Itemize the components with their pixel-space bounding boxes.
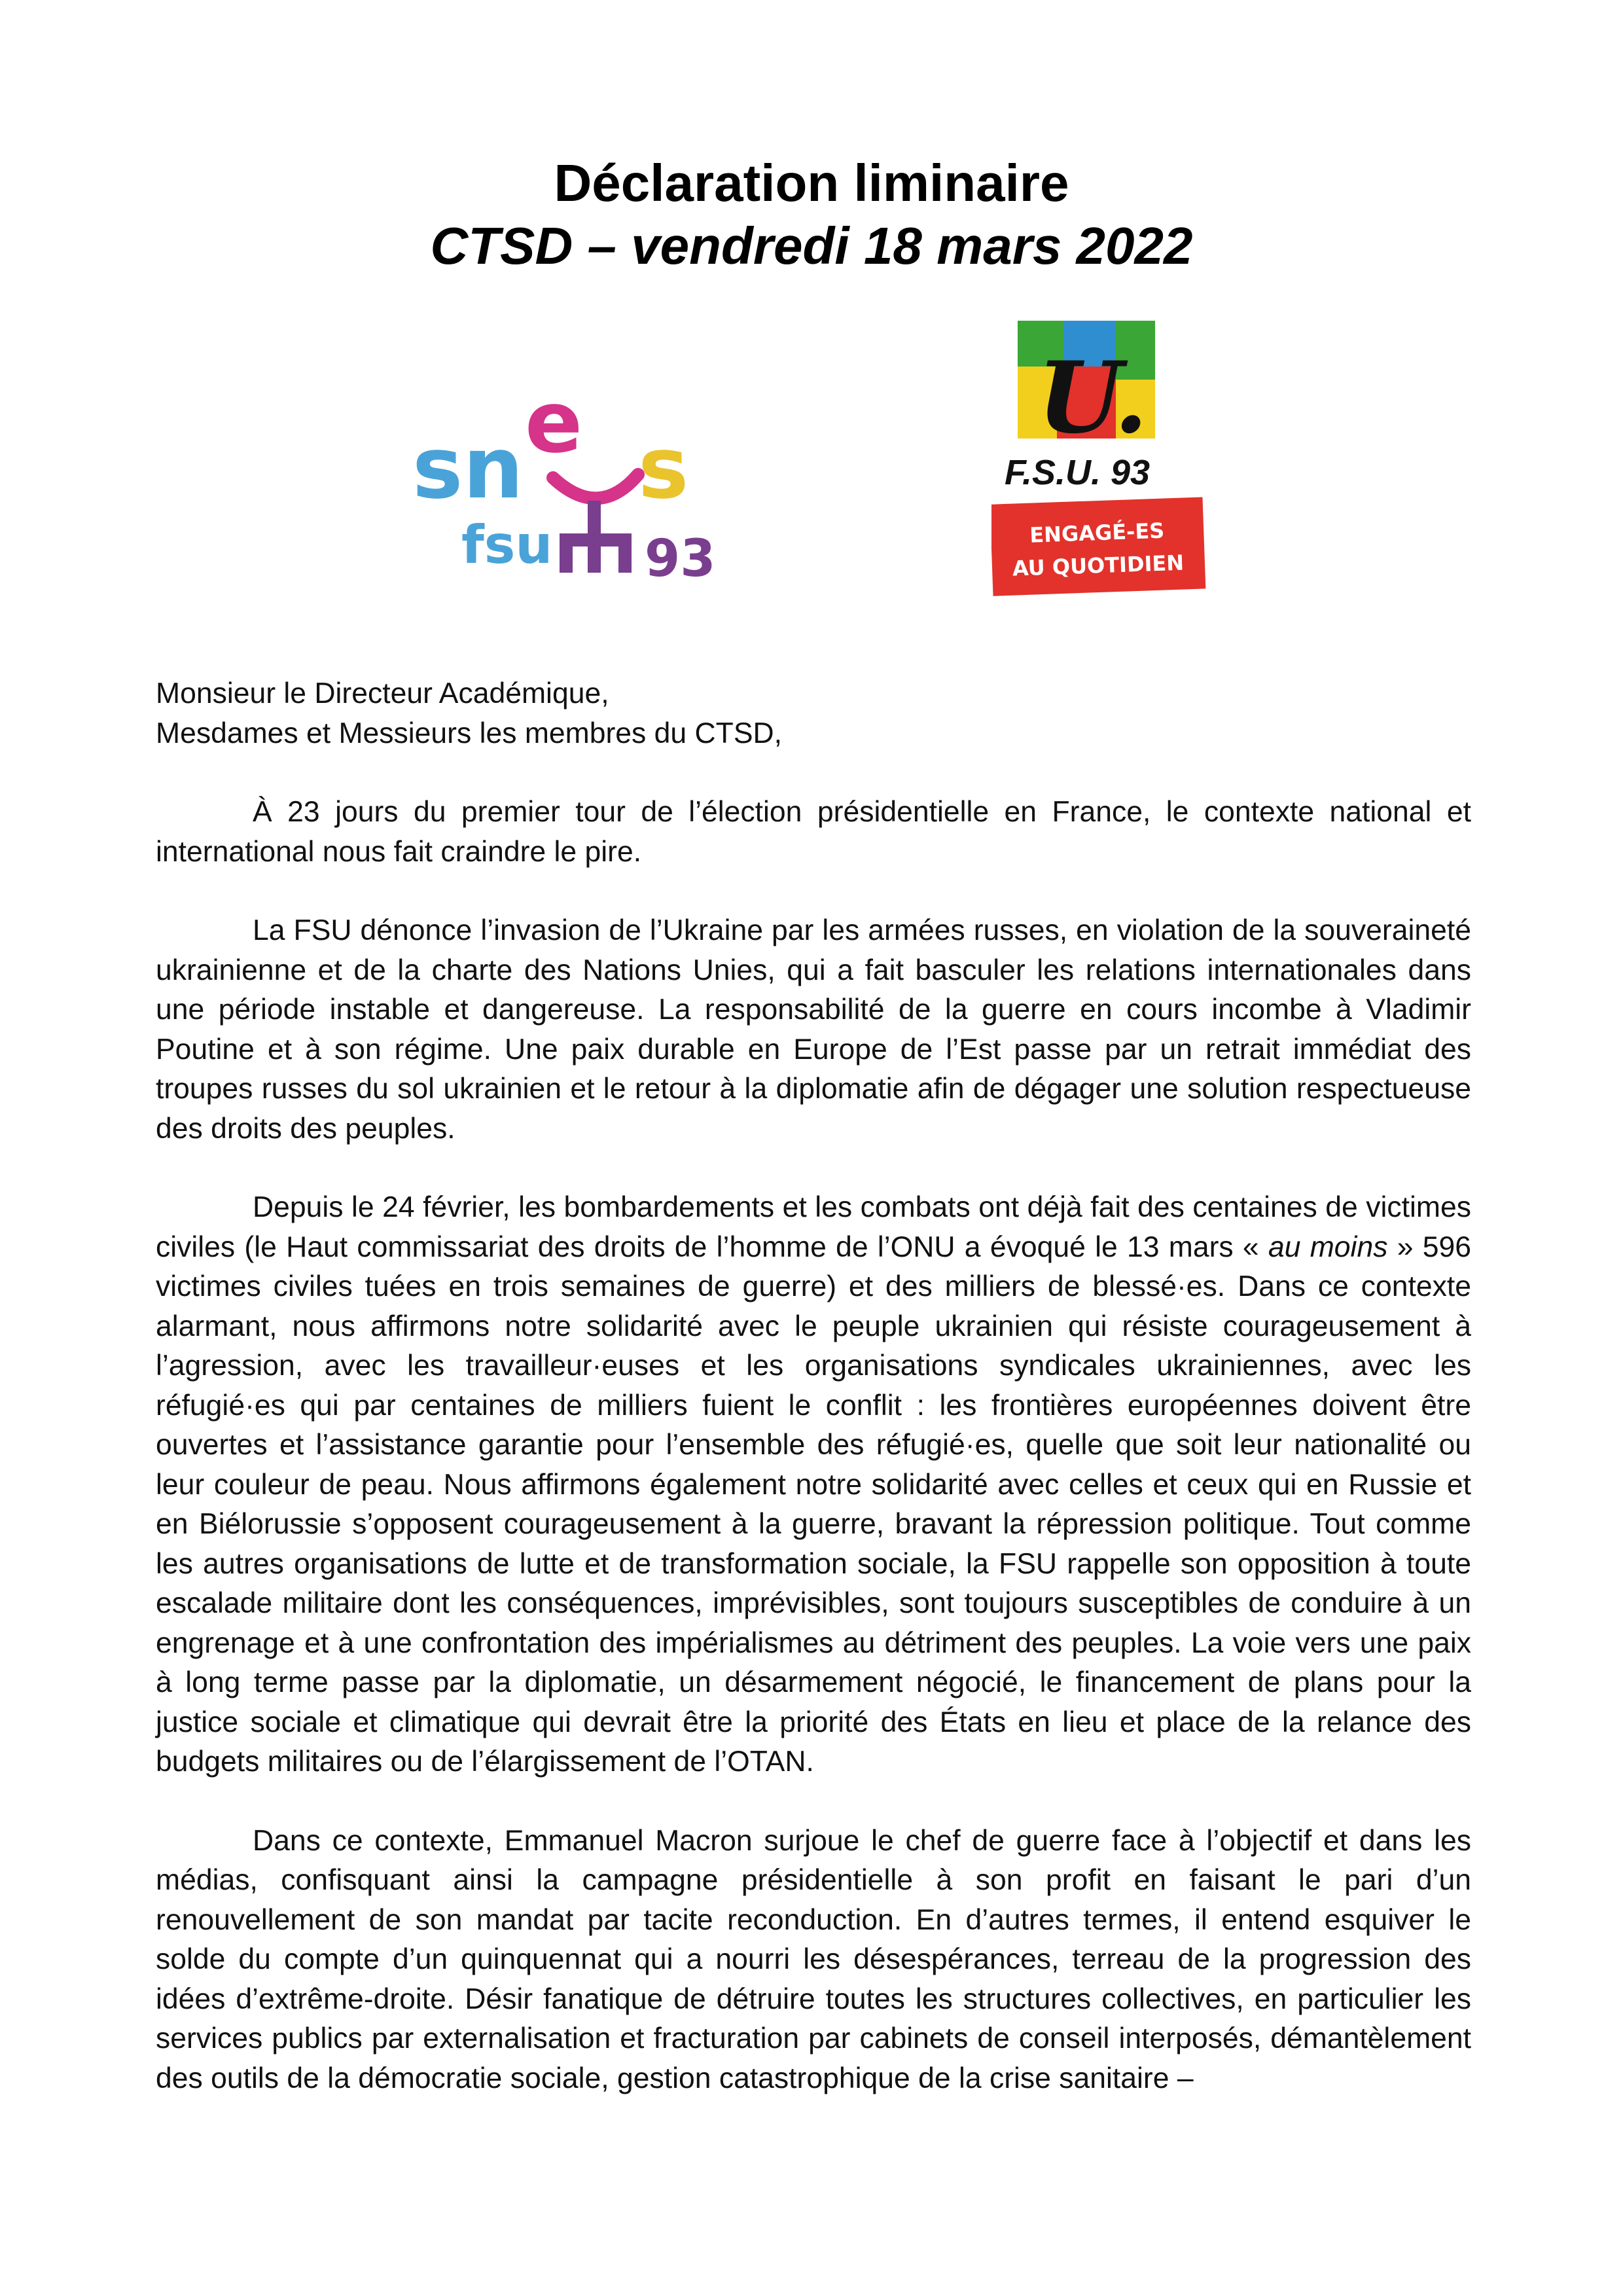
salutation-line-1: Monsieur le Directeur Académique, [156,677,609,709]
title-line-2: CTSD – vendredi 18 mars 2022 [430,217,1193,275]
title-line-1: Déclaration liminaire [554,154,1069,212]
logo-fsu-text: fsu [461,514,553,575]
paragraph-2: La FSU dénonce l’invasion de l’Ukraine par les armées russes, en violation de la souveraineté ukrainienne et de la charte des Nations Unies, qui a fait basculer les relations internationales dans une période instable et dangereuse. La responsabilité de la guerre en cours incombe à Vladimir Poutine et à son régime. Une paix durable en Europe de l’Est passe par un retrait immédiat des troupes russes du sol ukrainien et le retour à la diplomatie afin de dégager une solution respectueuse des droits des peuples. [156,914,1471,1145]
salutation-line-2: Mesdames et Messieurs les membres du CTSD, [156,717,783,749]
logo-badge [991,497,1205,596]
logo-arms [553,475,638,498]
paragraph-3-part-b: » 596 victimes civiles tuées en trois semaines de guerre) et des milliers de blessé·es. Dans ce contexte alarmant, nous affirmons notre solidarité avec le peuple ukrainien qui résiste courageusement à l’agression, avec les travailleur·euses et les organisations syndicales ukrainiennes, avec les réfugié·es qui par centaines de milliers fuient le conflit : les frontières européennes doivent être ouvertes et l’assistance garantie pour l’ensemble des réfugié·es, quelle que soit leur nationalité ou leur couleur de peau. Nous affirmons également notre solidarité avec celles et ceux qui en Russie et en Biélorussie s’opposent courageusement à la guerre, bravant la répression politique. Tout comme les autres organisations de lutte et de transformation sociale, la FSU rappelle son opposition à toute escalade militaire dont les conséquences, imprévisibles, sont toujours susceptibles de conduire à un engrenage et à une confrontation des impérialismes au détriment des peuples. La voie vers une paix à long terme passe par la diplomatie, un désarmement négocié, le financement de plans pour la justice sociale et climatique qui devrait être la priorité des États en lieu et place de la relance des budgets militaires ou de l’élargissement de l’OTAN. [156,1230,1471,1778]
logo-fsu93-name: F.S.U. 93 [1005,453,1150,492]
badge-line-2: AU QUOTIDIEN [1012,550,1185,581]
paragraph-3-part-a: Depuis le 24 février, les bombardements et les combats ont déjà fait des centaines de victimes civiles (le Haut commissariat des droits de l’homme de l’ONU a évoqué le 13 mars « [156,1191,1471,1263]
logo-93-text: 93 [645,529,716,588]
logo-snes-sn: sn [412,418,524,518]
paragraph-1: À 23 jours du premier tour de l’élection présidentielle en France, le contexte national et international nous fait craindre le pire. [156,796,1471,868]
paragraph-4: Dans ce contexte, Emmanuel Macron surjoue le chef de guerre face à l’objectif et dans les médias, confisquant ainsi la campagne présidentielle à son profit en faisant le pari d’un renouvellement de son mandat par tacite reconduction. En d’autres termes, il entend esquiver le solde du compte d’un quinquennat qui a nourri les désespérances, terreau de la progression des idées d’extrême-droite. Désir fanatique de détruire toutes les structures collectives, en particulier les services publics par externalisation et fracturation par cabinets de conseil interposés, démantèlement des outils de la démocratie sociale, gestion catastrophique de la crise sanitaire – [156,1824,1471,2094]
paragraph-3 [156,1188,1471,1782]
badge-line-1: ENGAGÉ-ES [1029,518,1165,548]
fsu-93-logo [991,321,1207,602]
paragraph-3-emphasis: au moins [1268,1230,1388,1263]
page-title [0,152,1623,278]
logo-u-letter: U. [1037,340,1149,456]
logo-snes-s: s [638,418,689,518]
logo-snes-e: e [525,380,583,472]
snes-fsu-93-logo [412,380,726,589]
letter-body [156,674,1471,2098]
